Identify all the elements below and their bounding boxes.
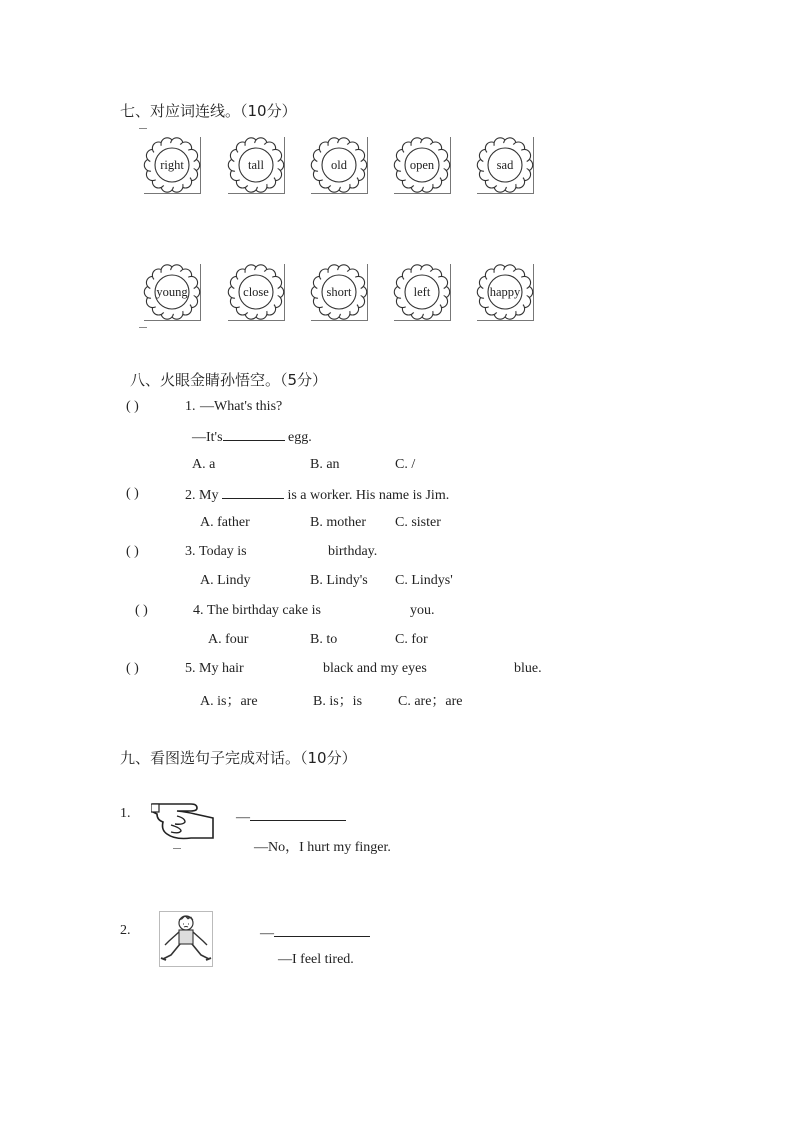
q4-option-a[interactable]: A. four <box>208 632 249 647</box>
answer-paren-5[interactable]: ( ) <box>126 661 139 676</box>
answer-paren-3[interactable]: ( ) <box>126 544 139 559</box>
small-mark <box>139 128 147 129</box>
q3-option-a[interactable]: A. Lindy <box>200 573 251 588</box>
small-mark <box>173 848 181 849</box>
q5-option-c[interactable]: C. are；are <box>398 694 463 709</box>
q5-text: 5. My hair <box>185 661 244 676</box>
bottom-flower-left[interactable] <box>393 263 451 321</box>
q1-option-a[interactable]: A. a <box>192 457 216 472</box>
top-flower-sad[interactable] <box>476 136 534 194</box>
bottom-word: happy <box>489 284 521 299</box>
q3-text: 3. Today is <box>185 544 247 559</box>
q1-line1: —What's this? <box>200 399 283 414</box>
bottom-flower-close[interactable] <box>227 263 285 321</box>
q3-option-b[interactable]: B. Lindy's <box>310 573 368 588</box>
bottom-word: short <box>326 284 352 299</box>
q3-post: birthday. <box>328 544 378 559</box>
top-word: old <box>331 157 347 172</box>
top-flower-right[interactable] <box>143 136 201 194</box>
q2-text: 2. My is a worker. His name is Jim. <box>185 488 450 503</box>
q1-option-c[interactable]: C. / <box>395 457 416 472</box>
q4-option-b[interactable]: B. to <box>310 632 338 647</box>
q5-mid: black and my eyes <box>323 661 427 676</box>
q1-blank[interactable] <box>223 428 285 441</box>
answer-paren-2[interactable]: ( ) <box>126 486 139 501</box>
bottom-word: left <box>413 284 431 299</box>
q2-option-c[interactable]: C. sister <box>395 515 441 530</box>
item1-answer: —No，I hurt my finger. <box>254 840 391 855</box>
section-7-title: 七、对应词连线。（10分） <box>120 102 297 120</box>
item2-prompt: — <box>260 924 370 942</box>
q2-blank[interactable] <box>222 486 284 499</box>
q1-number: 1. <box>185 399 196 414</box>
top-flower-old[interactable] <box>310 136 368 194</box>
q4-post: you. <box>410 603 435 618</box>
answer-paren-1[interactable]: ( ) <box>126 399 139 414</box>
section-8-title: 八、火眼金睛孙悟空。（5分） <box>130 371 328 389</box>
q5-option-a[interactable]: A. is；are <box>200 694 258 709</box>
tired-boy-picture <box>159 911 213 967</box>
bottom-flower-short[interactable] <box>310 263 368 321</box>
small-mark <box>139 327 147 328</box>
top-word: open <box>409 157 435 172</box>
item2-blank[interactable] <box>274 924 370 937</box>
q4-text: 4. The birthday cake is <box>193 603 321 618</box>
bottom-word: close <box>243 284 269 299</box>
bottom-flower-happy[interactable] <box>476 263 534 321</box>
item1-blank[interactable] <box>250 808 346 821</box>
q3-option-c[interactable]: C. Lindys' <box>395 573 453 588</box>
top-word: tall <box>248 157 264 172</box>
q2-option-b[interactable]: B. mother <box>310 515 366 530</box>
top-word: right <box>160 157 184 172</box>
top-flower-tall[interactable] <box>227 136 285 194</box>
hurt-finger-hand-picture <box>151 798 217 844</box>
top-word: sad <box>496 157 514 172</box>
item2-answer: —I feel tired. <box>278 952 354 967</box>
q4-option-c[interactable]: C. for <box>395 632 428 647</box>
bottom-word: young <box>156 284 188 299</box>
bottom-flower-young[interactable] <box>143 263 201 321</box>
q2-option-a[interactable]: A. father <box>200 515 250 530</box>
item1-prompt: — <box>236 808 346 826</box>
q1-option-b[interactable]: B. an <box>310 457 340 472</box>
q5-post: blue. <box>514 661 542 676</box>
item2-number: 2. <box>120 923 131 938</box>
q5-option-b[interactable]: B. is；is <box>313 694 363 709</box>
item1-number: 1. <box>120 806 131 821</box>
section-9-title: 九、看图选句子完成对话。（10分） <box>120 749 357 767</box>
top-flower-open[interactable] <box>393 136 451 194</box>
answer-paren-4[interactable]: ( ) <box>135 603 148 618</box>
q1-line2: —It's egg. <box>192 430 312 445</box>
